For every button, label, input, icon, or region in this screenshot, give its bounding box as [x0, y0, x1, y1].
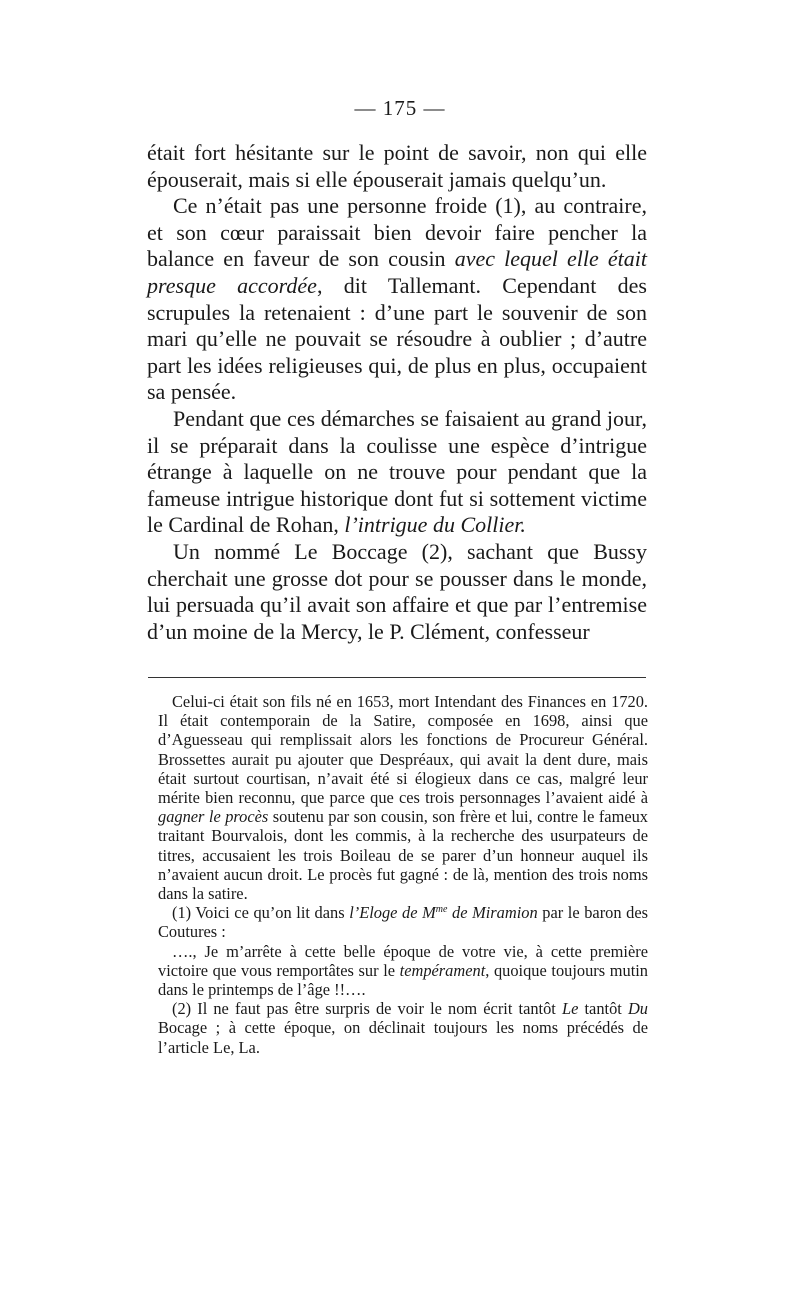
- footnote-2-italic-end: Du: [627, 999, 648, 1019]
- footnote-1-quote-text-end: , quoique toujours mutin dans le printemps de l’âge !!….: [158, 960, 648, 1000]
- footnote-1-italic-end: de Miramion: [447, 903, 538, 923]
- footnote-2-text-mid: tantôt: [578, 999, 628, 1019]
- footnote-2: [158, 999, 648, 1057]
- main-text: [147, 140, 647, 645]
- paragraph-1: [147, 140, 647, 193]
- paragraph-4-text: Un nommé Le Boccage (2), sachant que Bussy cherchait une grosse dot pour se pousser dans le monde, lui persuada qu’il avait son affaire et que par l’entremise d’un moine de la Mercy, le P. Clément, confesseur: [147, 538, 647, 644]
- footnote-2-text: (2) Il ne faut pas être surpris de voir le nom écrit tantôt: [172, 999, 562, 1019]
- footnote-continued: [158, 692, 648, 903]
- footnote-1-text-end: par le baron des Coutures :: [158, 903, 648, 942]
- footnotes: [158, 692, 648, 1057]
- footnote-2-text-end: Bocage ; à cette époque, on déclinait toujours les noms précédés de l’article Le, La.: [158, 1018, 648, 1057]
- footnote-1-quote-text: …., Je m’arrête à cette belle époque de votre vie, à cette première victoire que vous remportâtes sur le: [158, 941, 648, 980]
- footnote-1-superscript: me: [435, 904, 448, 916]
- footnote-1: [158, 903, 648, 941]
- paragraph-3: [147, 406, 647, 539]
- page-number: — 175 —: [354, 96, 446, 120]
- footnote-divider: [148, 677, 646, 678]
- paragraph-2-text-end: , dit Tallemant. Cependant des scrupules la retenaient : d’une part le souvenir de son mari qu’elle ne pouvait se résoudre à oublier ; d’autre part les idées religieuses qui, de plus en plus, occupaient sa pensée.: [147, 272, 647, 405]
- footnote-1-text: (1) Voici ce qu’on lit dans: [172, 903, 350, 923]
- footnote-continued-text-end: soutenu par son cousin, son frère et lui, contre le fameux traitant Bourvalois, dont les commis, à la recherche des usurpateurs de titres, accusaient les trois Boileau de se parer d’un honneur auquel ils n’avaient aucun droit. Le procès fut gagné : de là, mention des trois noms dans la satire.: [158, 807, 648, 904]
- paragraph-1-text: était fort hésitante sur le point de savoir, non qui elle épouserait, mais si elle épouserait jamais quelqu’un.: [147, 140, 647, 192]
- paragraph-2-italic: avec lequel elle était presque accordée: [147, 246, 647, 298]
- footnote-continued-italic: gagner le procès: [158, 807, 269, 827]
- paragraph-3-italic: l’intrigue du Collier.: [344, 512, 526, 538]
- paragraph-2: [147, 193, 647, 406]
- paragraph-2-text: Ce n’était pas une personne froide (1), au contraire, et son cœur paraissait bien devoir faire pencher la balance en faveur de son cousin: [147, 193, 647, 272]
- footnote-continued-text: Celui-ci était son fils né en 1653, mort Intendant des Finances en 1720. Il était contemporain de la Satire, composée en 1698, ainsi que d’Aguesseau qui remplissait alors les fonctions de Procureur Général. Brossettes aurait pu ajouter que Despréaux, qui avait la dent dure, mais était surtout courtisan, n’avait été si élogieux dans ce cas, malgré leur mérite bien reconnu, que parce que ces trois personnages l’avaient aidé à: [158, 692, 648, 808]
- paragraph-3-text: Pendant que ces démarches se faisaient au grand jour, il se préparait dans la coulisse une espèce d’intrigue étrange à laquelle on ne trouve pour pendant que la fameuse intrigue historique dont fut si sottement victime le Cardinal de Rohan,: [147, 405, 647, 538]
- footnote-1-quote: [158, 942, 648, 1000]
- footnote-1-quote-italic: tempérament: [399, 960, 486, 980]
- footnote-1-italic: l’Eloge de M: [349, 903, 436, 923]
- footnote-2-italic: Le: [561, 999, 579, 1019]
- paragraph-4: [147, 539, 647, 645]
